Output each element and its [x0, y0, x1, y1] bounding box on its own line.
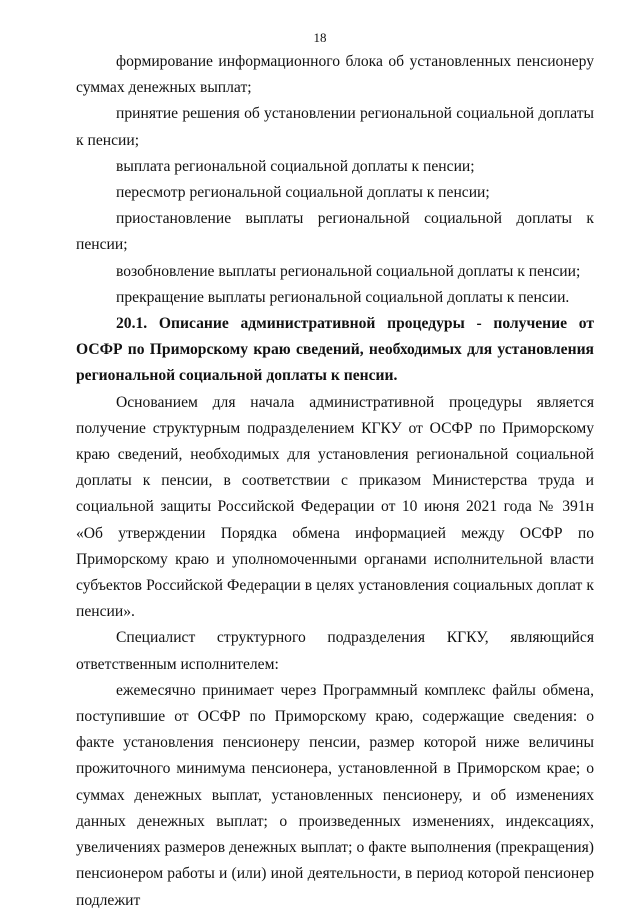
- paragraph-payment: выплата региональной социальной доплаты к пенсии;: [116, 157, 475, 175]
- paragraph-review: пересмотр региональной социальной доплаты к пенсии;: [116, 184, 490, 202]
- page-number: 18: [313, 30, 327, 45]
- document-body: [76, 49, 594, 914]
- paragraph-resumption: возобновление выплаты региональной социальной доплаты к пенсии;: [116, 262, 581, 280]
- paragraph-suspension: приостановление выплаты региональной социальной доплаты к пенсии;: [76, 210, 594, 254]
- section-heading: 20.1. Описание административной процедуры - получение от ОСФР по Приморскому краю сведений, необходимых для установления региональной социальной доплаты к пенсии.: [76, 315, 594, 385]
- paragraph-basis: Основанием для начала административной процедуры является получение структурным подразделением КГКУ от ОСФР по Приморскому краю сведений, необходимых для установления региональной социальной доплаты к пенсии, в соответствии с приказом Министерства труда и социальной защиты Российской Федерации от 10 июня 2021 года № 391н «Об утверждении Порядка обмена информацией между ОСФР по Приморскому краю и уполномоченными органами исполнительной власти субъектов Российской Федерации в целях установления социальных доплат к пенсии».: [76, 393, 594, 621]
- paragraph-termination: прекращение выплаты региональной социальной доплаты к пенсии.: [116, 288, 570, 306]
- paragraph-specialist: Специалист структурного подразделения КГКУ, являющийся ответственным исполнителем:: [76, 629, 594, 673]
- paragraph-info-block: формирование информационного блока об установленных пенсионеру суммах денежных выплат;: [76, 53, 594, 97]
- paragraph-decision: принятие решения об установлении региональной социальной доплаты к пенсии;: [76, 105, 594, 149]
- paragraph-monthly-files: ежемесячно принимает через Программный комплекс файлы обмена, поступившие от ОСФР по Приморскому краю, содержащие сведения: о факте установления пенсионеру пенсии, размер которой ниже величины прожиточного минимума пенсионера, установленной в Приморском крае; о суммах денежных выплат, установленных пенсионеру, и об изменениях данных денежных выплат; о произведенных изменениях, индексациях, увеличениях размеров денежных выплат; о факте выполнения (прекращения) пенсионером работы и (или) иной деятельности, в период которой пенсионер подлежит: [76, 681, 594, 909]
